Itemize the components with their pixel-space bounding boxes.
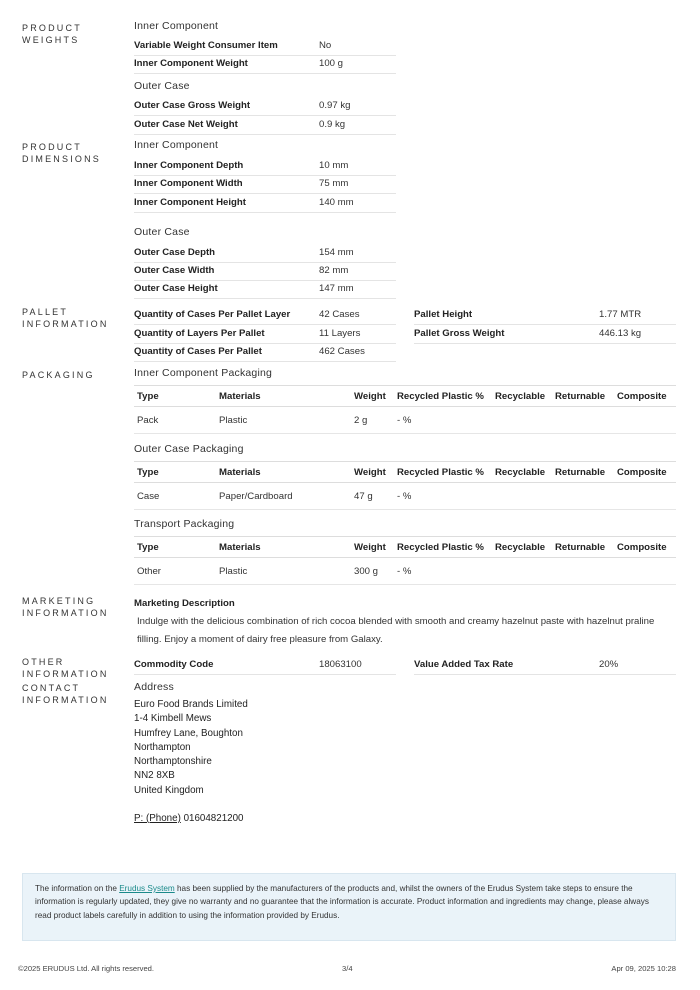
field-label: Inner Component Width: [134, 178, 243, 189]
column-header-recyclable: Recyclable: [492, 386, 552, 407]
cell-materials: Plastic: [216, 558, 351, 585]
field-label: Outer Case Depth: [134, 247, 216, 258]
cell-weight: 2 g: [351, 407, 394, 434]
marketing-description-line-1: Indulge with the delicious combination of rich cocoa blended with smooth and creamy hazelnut paste with hazelnut praline: [137, 616, 655, 627]
layers-per-pallet-row: [134, 325, 396, 344]
field-label: Quantity of Layers Per Pallet: [134, 328, 265, 339]
field-value: 0.97 kg: [319, 100, 351, 111]
phone-line: [134, 812, 244, 826]
column-header-type: Type: [134, 537, 216, 558]
address-line: NN2 8XB: [134, 770, 175, 782]
disclaimer-text-post: has been supplied by the manufacturers of the products and, whilst the owners of the Erudus System take steps to ensure the information is regularly updated, they give no warranty and no guarantee that the information is accurate. Product information and ingredients may change, please always read product labels carefully in addition to using the information provided by Erudus.: [35, 884, 649, 920]
transport-packaging-subtitle: Transport Packaging: [134, 518, 235, 530]
cell-type: Case: [134, 483, 216, 510]
column-header-recycled-plastic: Recycled Plastic %: [394, 462, 492, 483]
column-header-returnable: Returnable: [552, 462, 614, 483]
inner-packaging-table: [134, 385, 676, 434]
field-label: Outer Case Gross Weight: [134, 100, 251, 111]
cell-type: Pack: [134, 407, 216, 434]
section-label-packaging: PACKAGING: [22, 370, 95, 380]
section-label-pallet-information: PALLET INFORMATION: [22, 307, 109, 329]
field-label: Outer Case Width: [134, 265, 215, 276]
address-line: Humfrey Lane, Boughton: [134, 727, 243, 739]
field-value: 18063100: [319, 659, 362, 670]
inner-width-row: [134, 175, 396, 194]
outer-case-gross-weight-row: [134, 97, 396, 116]
cell-materials: Plastic: [216, 407, 351, 434]
phone-label: P: (Phone): [134, 813, 181, 824]
outer-height-row: [134, 280, 396, 299]
section-label-marketing-information: MARKETING INFORMATION: [22, 596, 109, 618]
outer-depth-row: [134, 244, 396, 263]
outer-case-packaging-subtitle: Outer Case Packaging: [134, 443, 244, 455]
field-label: Outer Case Net Weight: [134, 119, 238, 130]
field-label: Outer Case Height: [134, 283, 218, 294]
field-value: 11 Layers: [319, 328, 361, 339]
field-value: 140 mm: [319, 197, 354, 208]
field-value: 1.77 MTR: [599, 309, 642, 320]
cell-recyclable: [492, 558, 552, 585]
transport-packaging-table: [134, 536, 676, 585]
inner-component-weight-row: [134, 55, 396, 74]
column-header-composite: Composite: [614, 462, 676, 483]
table-row: [134, 558, 676, 585]
cell-materials: Paper/Cardboard: [216, 483, 351, 510]
address-line: Northamptonshire: [134, 756, 212, 768]
field-label: Commodity Code: [134, 659, 214, 670]
copyright-text: ©2025 ERUDUS Ltd. All rights reserved.: [18, 964, 155, 973]
section-label-contact-information: CONTACT INFORMATION: [22, 683, 109, 705]
outer-case-net-weight-row: [134, 116, 396, 135]
outer-case-dimensions-subtitle: Outer Case: [134, 226, 190, 238]
page-number: 3/4: [342, 964, 353, 973]
print-date: Apr 09, 2025 10:28: [611, 964, 676, 973]
field-value: No: [319, 40, 332, 51]
cell-type: Other: [134, 558, 216, 585]
field-label: Value Added Tax Rate: [414, 659, 514, 670]
column-header-recycled-plastic: Recycled Plastic %: [394, 537, 492, 558]
cell-composite: [614, 407, 676, 434]
cell-recyclable: [492, 483, 552, 510]
inner-depth-row: [134, 157, 396, 176]
disclaimer-text: [23, 874, 675, 922]
cell-recycled-plastic: - %: [394, 407, 492, 434]
cell-composite: [614, 483, 676, 510]
field-value: 75 mm: [319, 178, 349, 189]
field-label: Variable Weight Consumer Item: [134, 40, 278, 51]
column-header-recycled-plastic: Recycled Plastic %: [394, 386, 492, 407]
cell-returnable: [552, 483, 614, 510]
address-line: Northampton: [134, 741, 191, 753]
field-value: 10 mm: [319, 160, 349, 171]
field-value: 0.9 kg: [319, 119, 346, 130]
column-header-type: Type: [134, 462, 216, 483]
field-label: Inner Component Weight: [134, 58, 248, 69]
field-label: Inner Component Depth: [134, 160, 244, 171]
field-value: 446.13 kg: [599, 328, 642, 339]
table-row: [134, 407, 676, 434]
field-label: Pallet Gross Weight: [414, 328, 505, 339]
address-block: [134, 698, 248, 798]
marketing-description-line-2: filling. Enjoy a moment of dairy free pleasure from Galaxy.: [137, 634, 383, 645]
outer-case-weights-subtitle: Outer Case: [134, 80, 190, 92]
inner-component-dimensions-subtitle: Inner Component: [134, 139, 219, 151]
table-header-row: [134, 386, 676, 407]
cell-weight: 300 g: [351, 558, 394, 585]
pallet-height-row: [414, 306, 676, 325]
inner-component-weights-subtitle: Inner Component: [134, 20, 219, 32]
variable-weight-row: [134, 37, 396, 56]
field-value: 154 mm: [319, 247, 354, 258]
erudus-system-link[interactable]: Erudus System: [119, 884, 175, 893]
cell-recyclable: [492, 407, 552, 434]
column-header-weight: Weight: [351, 537, 394, 558]
table-row: [134, 483, 676, 510]
inner-height-row: [134, 194, 396, 213]
field-label: Quantity of Cases Per Pallet: [134, 346, 262, 357]
field-value: 100 g: [319, 58, 344, 69]
address-line: 1-4 Kimbell Mews: [134, 713, 212, 725]
column-header-composite: Composite: [614, 537, 676, 558]
outer-width-row: [134, 262, 396, 281]
table-header-row: [134, 537, 676, 558]
address-line: United Kingdom: [134, 784, 204, 796]
section-label-product-weights: PRODUCT WEIGHTS: [22, 23, 82, 45]
column-header-composite: Composite: [614, 386, 676, 407]
cases-per-layer-row: [134, 306, 396, 325]
field-value: 20%: [599, 659, 619, 670]
field-label: Inner Component Height: [134, 197, 246, 208]
field-label: Quantity of Cases Per Pallet Layer: [134, 309, 291, 320]
cell-returnable: [552, 407, 614, 434]
commodity-code-row: [134, 656, 396, 675]
table-header-row: [134, 462, 676, 483]
address-line: Euro Food Brands Limited: [134, 699, 248, 710]
column-header-returnable: Returnable: [552, 537, 614, 558]
cell-recycled-plastic: - %: [394, 483, 492, 510]
vat-rate-row: [414, 656, 676, 675]
column-header-returnable: Returnable: [552, 386, 614, 407]
pallet-gross-weight-row: [414, 325, 676, 344]
field-value: 462 Cases: [319, 346, 365, 357]
column-header-recyclable: Recyclable: [492, 462, 552, 483]
disclaimer-box: [22, 873, 676, 941]
cell-returnable: [552, 558, 614, 585]
cell-composite: [614, 558, 676, 585]
cases-per-pallet-row: [134, 343, 396, 362]
field-value: 82 mm: [319, 265, 349, 276]
inner-component-packaging-subtitle: Inner Component Packaging: [134, 367, 273, 379]
cell-weight: 47 g: [351, 483, 394, 510]
field-label: Pallet Height: [414, 309, 473, 320]
column-header-materials: Materials: [216, 537, 351, 558]
field-value: 42 Cases: [319, 309, 360, 320]
cell-recycled-plastic: - %: [394, 558, 492, 585]
section-label-product-dimensions: PRODUCT DIMENSIONS: [22, 142, 102, 164]
disclaimer-text-pre: The information on the: [35, 884, 120, 893]
field-value: 147 mm: [319, 283, 354, 294]
address-subtitle: Address: [134, 681, 174, 693]
marketing-description-title: Marketing Description: [134, 598, 235, 609]
column-header-weight: Weight: [351, 386, 394, 407]
column-header-materials: Materials: [216, 462, 351, 483]
section-label-other-information: OTHER INFORMATION: [22, 657, 109, 679]
column-header-materials: Materials: [216, 386, 351, 407]
column-header-type: Type: [134, 386, 216, 407]
phone-value: 01604821200: [180, 813, 244, 824]
outer-packaging-table: [134, 461, 676, 510]
column-header-recyclable: Recyclable: [492, 537, 552, 558]
column-header-weight: Weight: [351, 462, 394, 483]
